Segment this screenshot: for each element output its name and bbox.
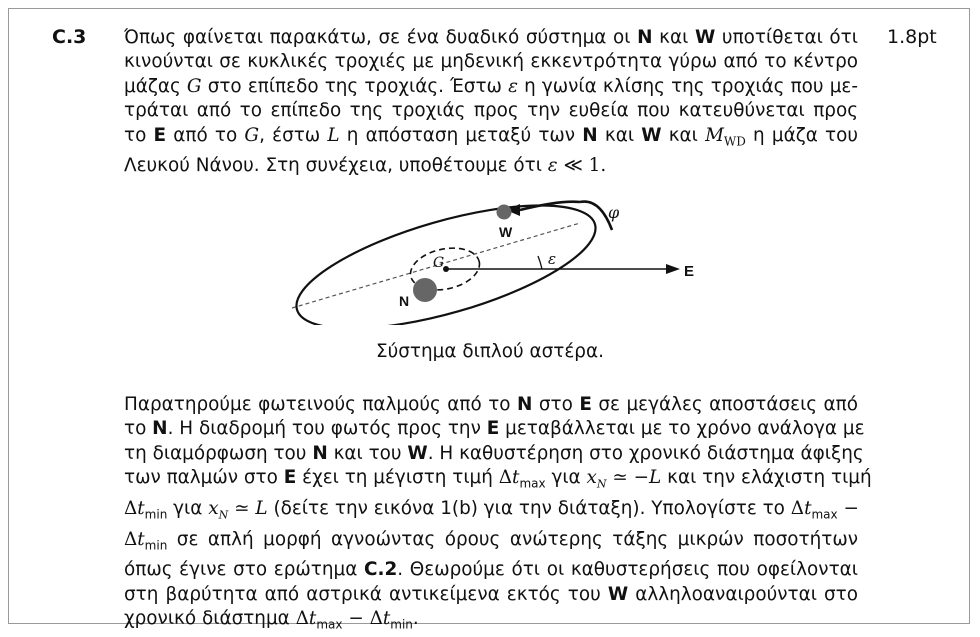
question-points: 1.8pt [887,26,937,48]
label-W: W [499,224,513,240]
task-paragraph: Παρατηρούμε φωτεινούς παλμούς από το N στο E σε μεγάλες αποστάσεις από το N. Η διαδρομή του φωτός προς την E μεταβάλλεται με το χρόνο ανάλογα με τη διαμόρφωση του N και του W. Η καθυστέρηση στο χρονικό διάστημα άφιξης των παλμών στο E έχει τη μέγιστη τιμή $\Delta t_{max}$ για $x_N$ ≃ −L και την ελάχιστη τιμή $\Delta t_{min}$ για $x_N$ ≃ L (δείτε την εικόνα 1(b) για την διάταξη). Υπολογίστε το $\Delta t_{max}$ − $\Delta t_{min}$ σε απλή μορφή αγνοώντας όρους ανώτερης τάξης μικρών ποσοτήτων όπως έγινε στο ερώτημα C.2. Θεωρούμε ότι οι καθυστερήσεις που οφείλονται στη βαρύτητα από αστρικά αντικείμενα εκτός του W αλληλοαναιρούνται στο χρονικό διάστημα $\Delta t_{max} - \Delta t_{min}$. [124,394,872,632]
star-W [497,205,512,220]
figure-caption: Σύστημα διπλού αστέρα. [376,341,604,362]
epsilon-arc [538,256,542,269]
label-N: N [399,293,410,309]
label-E: E [684,263,695,280]
intro-paragraph: Όπως φαίνεται παρακάτω, σε ένα δυαδικό σύστημα οι N και W υποτίθεται ότι κινούνται σε κυκλικές τροχιές με μηδενική εκκεντρότητα γύρω από το κέντρο μάζας G στο επίπεδο της τροχιάς. Έστω ε η γωνία κλίσης της τροχιάς που με- τράται από το επίπεδο της τροχιάς προς την ευθεία που κατευθύνεται προς το E από το G, έστω L η απόσταση μεταξύ των N και W και $M_{WD}$ η μάζα του Λευκού Νάνου. Στη συνέχεια, υποθέτουμε ότι ε ≪ 1. [124,27,858,176]
arrow-head-icon [666,264,680,274]
orbit-ellipse [284,190,607,325]
label-G: G [433,255,445,271]
question-id: C.3 [52,26,87,48]
label-epsilon: ε [548,250,557,268]
label-phi: φ [608,203,620,222]
star-N [413,278,437,302]
binary-star-diagram [280,190,720,325]
